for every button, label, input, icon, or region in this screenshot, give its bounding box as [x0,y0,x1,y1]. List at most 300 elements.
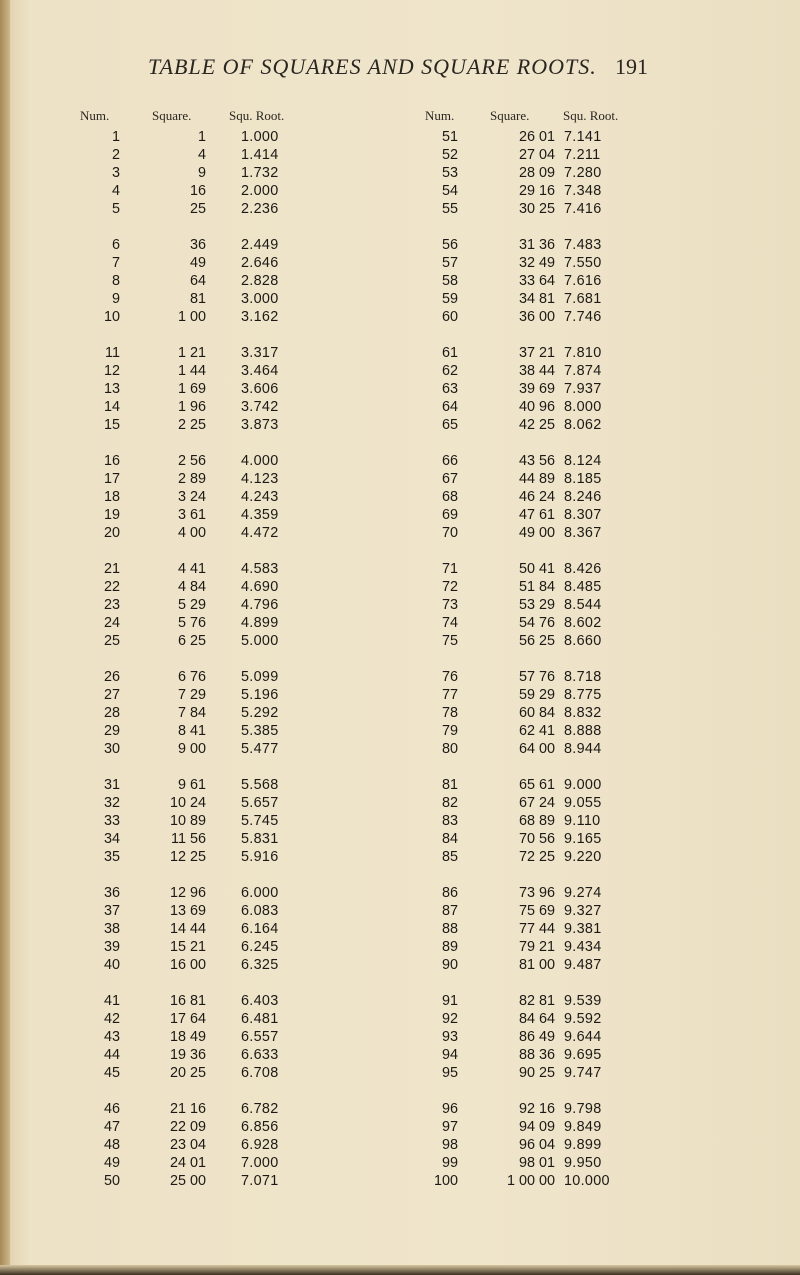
square-cell: 56 25 [518,633,555,649]
num-cell: 20 [103,525,120,541]
square-cell: 1 44 [177,363,206,379]
square-cell: 15 21 [169,939,206,955]
root-cell: 7.937 [564,381,602,397]
num-cell: 82 [441,795,458,811]
num-cell: 45 [103,1065,120,1081]
table-row [0,848,800,866]
root-cell: 9.950 [564,1155,602,1171]
num-cell: 79 [441,723,458,739]
row-group [0,1100,800,1190]
num-cell: 68 [441,489,458,505]
num-cell: 34 [103,831,120,847]
num-cell: 73 [441,597,458,613]
table-row [0,740,800,758]
table-row [0,362,800,380]
square-cell: 3 61 [177,507,206,523]
root-cell: 3.317 [241,345,279,361]
square-cell: 23 04 [169,1137,206,1153]
square-cell: 72 25 [518,849,555,865]
square-cell: 62 41 [518,723,555,739]
table-row [0,308,800,326]
num-cell: 91 [441,993,458,1009]
num-cell: 67 [441,471,458,487]
num-cell: 53 [441,165,458,181]
square-cell: 37 21 [518,345,555,361]
root-cell: 5.477 [241,741,279,757]
root-cell: 8.246 [564,489,602,505]
num-cell: 19 [103,507,120,523]
root-cell: 2.828 [241,273,279,289]
square-cell: 39 69 [518,381,555,397]
square-cell: 70 56 [518,831,555,847]
num-cell: 1 [111,129,120,145]
square-cell: 51 84 [518,579,555,595]
root-cell: 4.690 [241,579,279,595]
table-row [0,722,800,740]
num-cell: 51 [441,129,458,145]
root-cell: 7.874 [564,363,602,379]
square-cell: 59 29 [518,687,555,703]
square-cell: 88 36 [518,1047,555,1063]
root-cell: 7.211 [564,147,601,163]
root-cell: 7.681 [564,291,602,307]
square-cell: 36 00 [518,309,555,325]
root-cell: 9.327 [564,903,602,919]
table-row [0,1010,800,1028]
num-cell: 28 [103,705,120,721]
root-cell: 9.381 [564,921,602,937]
table-row [0,236,800,254]
num-cell: 64 [441,399,458,415]
root-cell: 9.644 [564,1029,602,1045]
square-cell: 65 61 [518,777,555,793]
num-cell: 93 [441,1029,458,1045]
table-row [0,830,800,848]
num-cell: 12 [103,363,120,379]
num-cell: 65 [441,417,458,433]
square-cell: 43 56 [518,453,555,469]
square-cell: 6 25 [177,633,206,649]
table-row [0,812,800,830]
num-cell: 27 [103,687,120,703]
num-cell: 60 [441,309,458,325]
num-cell: 37 [103,903,120,919]
root-cell: 8.000 [564,399,602,415]
square-cell: 29 16 [518,183,555,199]
num-cell: 21 [103,561,120,577]
num-cell: 81 [441,777,458,793]
square-cell: 3 24 [177,489,206,505]
square-cell: 28 09 [518,165,555,181]
root-cell: 7.416 [564,201,602,217]
square-cell: 4 84 [177,579,206,595]
square-cell: 10 24 [169,795,206,811]
table-row [0,416,800,434]
table-row [0,164,800,182]
column-header-root-right: Squ. Root. [563,108,619,123]
root-cell: 6.856 [241,1119,279,1135]
square-cell: 1 00 [177,309,206,325]
num-cell: 72 [441,579,458,595]
square-cell: 54 76 [518,615,555,631]
table-row [0,578,800,596]
root-cell: 4.899 [241,615,279,631]
root-cell: 9.220 [564,849,602,865]
root-cell: 6.403 [241,993,279,1009]
num-cell: 18 [103,489,120,505]
root-cell: 6.708 [241,1065,279,1081]
num-cell: 50 [103,1173,120,1189]
root-cell: 9.539 [564,993,602,1009]
row-group [0,452,800,542]
num-cell: 63 [441,381,458,397]
square-cell: 98 01 [518,1155,555,1171]
square-cell: 19 36 [169,1047,206,1063]
square-cell: 2 56 [177,453,206,469]
square-cell: 12 96 [169,885,206,901]
square-cell: 92 16 [518,1101,555,1117]
root-cell: 4.472 [241,525,279,541]
table-row [0,452,800,470]
root-cell: 8.718 [564,669,602,685]
square-cell: 1 [197,129,206,145]
root-cell: 3.464 [241,363,279,379]
root-cell: 1.000 [241,129,279,145]
root-cell: 6.000 [241,885,279,901]
table-row [0,956,800,974]
num-cell: 80 [441,741,458,757]
root-cell: 2.646 [241,255,279,271]
num-cell: 38 [103,921,120,937]
num-cell: 31 [103,777,120,793]
root-cell: 8.660 [564,633,602,649]
square-cell: 9 00 [177,741,206,757]
num-cell: 98 [441,1137,458,1153]
square-cell: 90 25 [518,1065,555,1081]
num-cell: 48 [103,1137,120,1153]
root-cell: 9.798 [564,1101,602,1117]
root-cell: 6.557 [241,1029,279,1045]
root-cell: 5.292 [241,705,279,721]
square-cell: 84 64 [518,1011,555,1027]
num-cell: 88 [441,921,458,937]
num-cell: 96 [441,1101,458,1117]
square-cell: 18 49 [169,1029,206,1045]
square-cell: 81 00 [518,957,555,973]
square-cell: 1 00 00 [506,1173,555,1189]
num-cell: 56 [441,237,458,253]
num-cell: 46 [103,1101,120,1117]
page-title: TABLE OF SQUARES AND SQUARE ROOTS. [148,54,597,79]
square-cell: 81 [189,291,206,307]
root-cell: 9.592 [564,1011,602,1027]
root-cell: 1.732 [241,165,279,181]
num-cell: 78 [441,705,458,721]
square-cell: 1 69 [177,381,206,397]
square-cell: 53 29 [518,597,555,613]
num-cell: 30 [103,741,120,757]
num-cell: 39 [103,939,120,955]
root-cell: 9.165 [564,831,602,847]
column-header-square-left: Square. [152,108,192,123]
num-cell: 32 [103,795,120,811]
root-cell: 8.062 [564,417,602,433]
num-cell: 24 [103,615,120,631]
square-cell: 60 84 [518,705,555,721]
square-cell: 16 [189,183,206,199]
row-group [0,128,800,218]
num-cell: 8 [111,273,120,289]
root-cell: 8.544 [564,597,602,613]
square-cell: 10 89 [169,813,206,829]
root-cell: 4.243 [241,489,279,505]
square-cell: 13 69 [169,903,206,919]
root-cell: 9.110 [564,813,601,829]
table-row [0,182,800,200]
root-cell: 6.481 [241,1011,279,1027]
root-cell: 4.583 [241,561,279,577]
table-row [0,596,800,614]
num-cell: 89 [441,939,458,955]
num-cell: 11 [105,345,120,361]
root-cell: 7.746 [564,309,602,325]
square-cell: 17 64 [169,1011,206,1027]
table-row [0,1046,800,1064]
square-cell: 38 44 [518,363,555,379]
num-cell: 61 [441,345,458,361]
square-cell: 40 96 [518,399,555,415]
column-header-num-left: Num. [80,108,110,123]
square-cell: 68 89 [518,813,555,829]
table-row [0,470,800,488]
num-cell: 71 [441,561,458,577]
square-cell: 1 96 [177,399,206,415]
square-cell: 20 25 [169,1065,206,1081]
row-group [0,992,800,1082]
root-cell: 8.775 [564,687,602,703]
num-cell: 3 [111,165,120,181]
square-cell: 16 00 [169,957,206,973]
root-cell: 4.123 [241,471,279,487]
square-cell: 12 25 [169,849,206,865]
table-row [0,1028,800,1046]
num-cell: 16 [103,453,120,469]
page-bottom-edge [0,1265,800,1275]
square-cell: 26 01 [518,129,555,145]
root-cell: 6.245 [241,939,279,955]
num-cell: 35 [103,849,120,865]
num-cell: 69 [441,507,458,523]
square-cell: 36 [189,237,206,253]
root-cell: 6.325 [241,957,279,973]
num-cell: 57 [441,255,458,271]
num-cell: 23 [103,597,120,613]
square-cell: 4 00 [177,525,206,541]
row-group [0,776,800,866]
root-cell: 4.796 [241,597,279,613]
root-cell: 4.359 [241,507,279,523]
num-cell: 58 [441,273,458,289]
square-cell: 6 76 [177,669,206,685]
square-cell: 21 16 [169,1101,206,1117]
table-row [0,290,800,308]
root-cell: 7.280 [564,165,602,181]
square-cell: 25 [189,201,206,217]
root-cell: 5.657 [241,795,279,811]
root-cell: 8.485 [564,579,602,595]
square-cell: 64 00 [518,741,555,757]
square-cell: 86 49 [518,1029,555,1045]
square-cell: 5 76 [177,615,206,631]
num-cell: 49 [103,1155,120,1171]
square-cell: 96 04 [518,1137,555,1153]
table-row [0,1136,800,1154]
table-row [0,398,800,416]
root-cell: 3.000 [241,291,279,307]
square-cell: 2 25 [177,417,206,433]
square-cell: 79 21 [518,939,555,955]
root-cell: 5.000 [241,633,279,649]
root-cell: 8.832 [564,705,602,721]
root-cell: 9.274 [564,885,602,901]
table-row [0,704,800,722]
root-cell: 8.426 [564,561,602,577]
root-cell: 7.550 [564,255,602,271]
num-cell: 13 [103,381,120,397]
root-cell: 6.164 [241,921,279,937]
num-cell: 55 [441,201,458,217]
num-cell: 14 [103,399,120,415]
num-cell: 43 [103,1029,120,1045]
root-cell: 5.831 [241,831,279,847]
square-cell: 16 81 [169,993,206,1009]
num-cell: 47 [103,1119,120,1135]
row-group [0,668,800,758]
square-cell: 31 36 [518,237,555,253]
row-group [0,344,800,434]
num-cell: 66 [441,453,458,469]
num-cell: 59 [441,291,458,307]
table-row [0,920,800,938]
root-cell: 3.742 [241,399,279,415]
square-cell: 73 96 [518,885,555,901]
num-cell: 75 [441,633,458,649]
table-row [0,524,800,542]
root-cell: 9.487 [564,957,602,973]
table-row [0,884,800,902]
square-cell: 24 01 [169,1155,206,1171]
column-header-root-left: Squ. Root. [229,108,285,123]
square-cell: 22 09 [169,1119,206,1135]
root-cell: 9.434 [564,939,602,955]
num-cell: 44 [103,1047,120,1063]
square-cell: 77 44 [518,921,555,937]
table-row [0,776,800,794]
root-cell: 8.185 [564,471,602,487]
root-cell: 4.000 [241,453,279,469]
root-cell: 2.000 [241,183,279,199]
root-cell: 8.307 [564,507,602,523]
root-cell: 2.236 [241,201,279,217]
square-cell: 30 25 [518,201,555,217]
num-cell: 95 [441,1065,458,1081]
table-row [0,560,800,578]
root-cell: 7.000 [241,1155,279,1171]
root-cell: 3.162 [241,309,279,325]
square-cell: 1 21 [177,345,206,361]
table-row [0,506,800,524]
table-row [0,344,800,362]
table-row [0,488,800,506]
table-row [0,200,800,218]
num-cell: 84 [441,831,458,847]
table-row [0,1172,800,1190]
num-cell: 52 [441,147,458,163]
num-cell: 36 [103,885,120,901]
root-cell: 8.944 [564,741,602,757]
square-cell: 5 29 [177,597,206,613]
root-cell: 5.196 [241,687,279,703]
square-cell: 11 56 [171,831,206,847]
square-cell: 49 00 [518,525,555,541]
num-cell: 70 [441,525,458,541]
square-cell: 33 64 [518,273,555,289]
num-cell: 77 [441,687,458,703]
square-cell: 49 [189,255,206,271]
num-cell: 10 [103,309,120,325]
root-cell: 6.782 [241,1101,279,1117]
table-row [0,668,800,686]
square-cell: 9 [197,165,206,181]
num-cell: 4 [111,183,120,199]
num-cell: 92 [441,1011,458,1027]
table-row [0,1118,800,1136]
root-cell: 9.000 [564,777,602,793]
root-cell: 1.414 [241,147,279,163]
square-cell: 2 89 [177,471,206,487]
num-cell: 33 [103,813,120,829]
num-cell: 5 [111,201,120,217]
root-cell: 8.888 [564,723,602,739]
square-cell: 46 24 [518,489,555,505]
square-cell: 9 61 [177,777,206,793]
num-cell: 54 [441,183,458,199]
square-cell: 57 76 [518,669,555,685]
square-cell: 4 [197,147,206,163]
num-cell: 90 [441,957,458,973]
square-cell: 94 09 [518,1119,555,1135]
num-cell: 40 [103,957,120,973]
table-row [0,1154,800,1172]
square-cell: 7 84 [177,705,206,721]
num-cell: 76 [441,669,458,685]
table-row [0,794,800,812]
root-cell: 7.616 [564,273,602,289]
square-cell: 14 44 [169,921,206,937]
column-header-num-right: Num. [425,108,455,123]
num-cell: 25 [103,633,120,649]
root-cell: 6.633 [241,1047,279,1063]
root-cell: 6.083 [241,903,279,919]
root-cell: 5.568 [241,777,279,793]
root-cell: 7.071 [241,1173,279,1189]
root-cell: 5.385 [241,723,279,739]
num-cell: 62 [441,363,458,379]
num-cell: 83 [441,813,458,829]
table-row [0,902,800,920]
table-row [0,1064,800,1082]
root-cell: 3.606 [241,381,279,397]
